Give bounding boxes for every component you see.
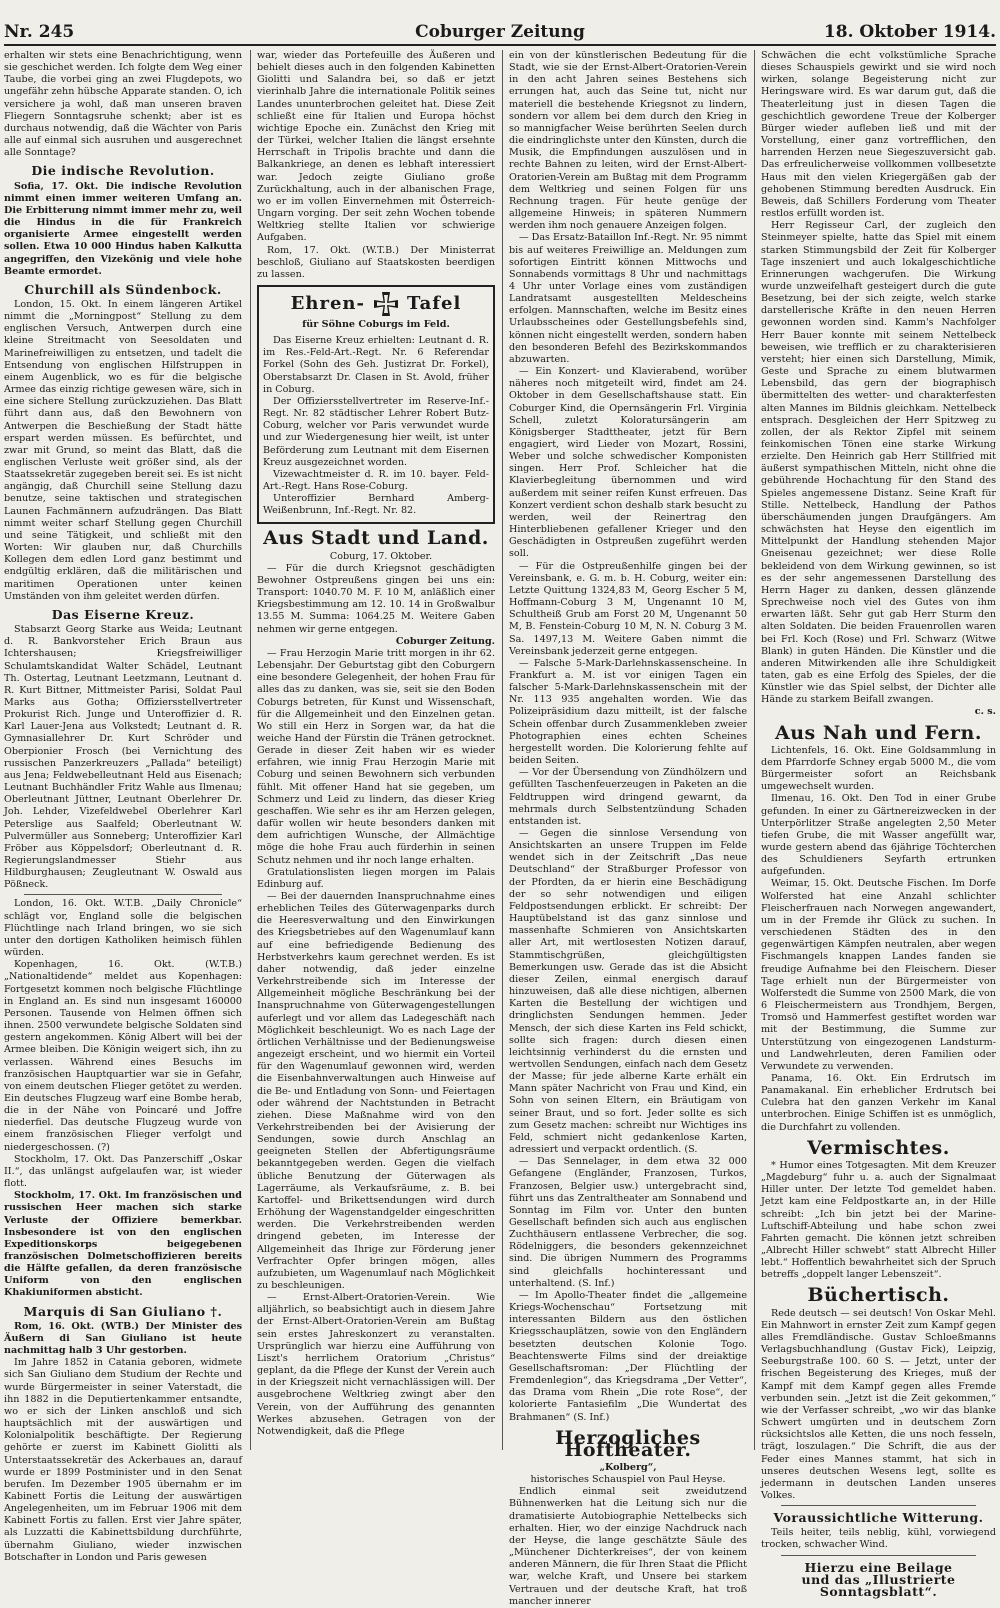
divider [781, 1505, 976, 1506]
article-text: Sofia, 17. Okt. Die indische Revolution nimmt einen immer weiteren Umfang an. Die Erbitterung nimmt immer mehr zu, weil die Hindus in die für Frankreich organisierte Armee eingestellt werden sollen. Etwa 10 000 Hindus haben Kalkutta angegriffen, den Vizekönig und viele hohe Beamte ermordet. [4, 180, 242, 277]
issue-date: 18. Oktober 1914. [823, 22, 996, 42]
column-divider [502, 50, 503, 1450]
weather-forecast: Teils heiter, teils neblig, kühl, vorwiegend trocken, schwacher Wind. [761, 1527, 996, 1551]
section-headline: Büchertisch. [807, 1284, 950, 1307]
divider [24, 894, 222, 895]
article-text: London, 15. Okt. In einem längeren Artikel nimmt die „Morningpost“ Stellung zu dem englischen Versuch, Antwerpen durch eine kleine Streitmacht von Seesoldaten und Marinefreiwilligen zu entsetzen, und tadelt die Entsendung von englischen Hilfstruppen in einem Augenblick, wo es für die belgische Armee das einzig richtige gewesen wäre, sich in eine sichere Stellung zurückzuziehen. Das Blatt führt dann aus, daß den Bewohnern von Antwerpen die Beschießung der Stadt hätte erspart werden müssen. Es befürchtet, und zwar mit Grund, so meint das Blatt, daß die englischen Verluste weit größer sind, als der Staatssekretär zugegeben bereit sei. Es ist nicht angängig, daß Churchill seine Stellung dazu benutze, seine taktischen und strategischen Launen Fachmännern aufzudrängen. Das Blatt nimmt weiter scharf Stellung gegen Churchill und seine Tätigkeit, und schließt mit den Worten: Wir glauben nur, daß Churchills Kollegen dem edlen Lord ganz bestimmt und endgültig erklären, daß die militärischen und maritimen Operationen unter keinen Umständen von ihm geleitet werden dürfen. [4, 298, 242, 602]
issue-number: Nr. 245 [4, 22, 75, 42]
article-text: — Vor der Übersendung von Zündhölzern und gefüllten Taschenfeuerzeugen in Paketen an die Feldtruppen wird dringend gewarnt, da mehrmals durch Selbstentzündung Schaden entstanden ist. [509, 767, 747, 827]
article-text: Der Offiziersstellvertreter im Reserve-Inf.-Regt. Nr. 82 städtischer Lehrer Robert Butz-Coburg, welcher vor Paris verwundet wurde und zur Wiedergenesung hier weilt, ist unter Beförderung zum Leutnant mit dem Eisernen Kreuz ausgezeichnet worden. [263, 395, 489, 468]
article-text: — Für die durch Kriegsnot geschädigten Bewohner Ostpreußens gingen bei uns ein: Transport: 1040.70 M. F. 10 M, anläßlich einer Kriegsbestimmung am 12. 10. 14 in Großwalbur 13.55 M. Summa: 1064.25 M. Weitere Gaben nehmen wir gerne entgegen. [257, 562, 495, 635]
article-text: London, 16. Okt. W.T.B. „Daily Chronicle“ schlägt vor, England solle die belgischen Flüchtlinge nach Irland bringen, wo sie sich unter den dortigen Katholiken heimisch fühlen würden. [4, 898, 242, 959]
dateline: Coburg, 17. Oktober. [329, 550, 433, 562]
divider [781, 1555, 976, 1556]
article-text: Panama, 16. Okt. Ein Erdrutsch im Panamakanal. Ein erheblicher Erdrutsch bei Culebra hat den ganzen Verkehr im Kanal unterbrochen. Einige Schiffen ist es unmöglich, die Durchfahrt zu vollenden. [761, 1072, 996, 1133]
article-text: — Das Sennelager, in dem etwa 32 000 Gefangene (Engländer, Franzosen, Turkos, Franzosen, Belgier usw.) untergebracht sind, führt uns das Zentraltheater am Sonnabend und Sonntag im Film vor. Unter den bunten Gesellschaft befinden sich auch aus englischen Zuchthäusern entlassene Verbrecher, die sog. Rödelniggers, die besonders gekennzeichnet sind. Die übrigen Nummern des Programms sind gleichfalls hochinteressant und unterhaltend. (S. Inf.) [509, 1156, 747, 1289]
article-text: — Im Apollo-Theater findet die „allgemeine Kriegs-Wochenschau“ Fortsetzung mit interessanten Bildern aus den östlichen Kriegsschauplätzen, sowie von den Engländern besetzten deutschen Kolonie Togo. Beachtenswerte Films sind der dreiaktige Gesellschaftsroman: „Der Flüchtling der Fremdenlegion“, das Kriegsdrama „Der Vetter“, das Drama vom Rhein „Die rote Rose“, der kolorierte Fantasiefilm „Die Wundertat des Brahmanen“ (S. Inf.) [509, 1289, 747, 1423]
article-text: Unteroffizier Bernhard Amberg-Weißenbrunn, Inf.-Regt. Nr. 82. [263, 493, 489, 517]
section-headline: Vermischtes. [807, 1136, 950, 1159]
column-divider [754, 50, 755, 1450]
column-1 [4, 50, 242, 1563]
column-divider [250, 50, 251, 1450]
honor-roll-title [263, 291, 489, 317]
article-text: Rede deutsch — sei deutsch! Von Oskar Mehl. Ein Mahnwort in ernster Zeit zum Kampf gegen alles Fremdländische. Gustav Schloeßmanns Verlagsbuchhandlung (Gustav Fick), Leipzig, Seeburgstraße 100. 60 S. — Jetzt, unter der frischen Begeisterung des Krieges, muß der Kampf mit dem Kampf gegen alles Fremde verbunden sein. „Jetzt ist die Zeit gekommen,“ wie der Verfasser schreibt, „wo wir das blanke Schwert umgürten und in deutschem Zorn rücksichtslos alle Ketten, die uns noch fesseln, trägt, loszulagen.“ Die Schrift, die aus der Feder eines Mannes stammt, hat sich in unseres deutschen Wesens legt, sollte es jedermann in deutschen Landen unseres Volkes. [761, 1307, 996, 1501]
article-text: Rom, 17. Okt. (W.T.B.) Der Ministerrat beschloß, Giuliano auf Staatskosten beerdigen zu lassen. [257, 244, 495, 280]
section-headline: Herzogliches Hoftheater. [555, 1426, 701, 1461]
article-text: Stabsarzt Georg Starke aus Weida; Leutnant d. R. Bankvorsteher Erich Braun aus Ichtershausen; Kriegsfreiwilliger Schulamtskandidat Walter Schädel, Leutnant Th. Ostertag, Leutnant Leetzmann, Leutnant d. R. Kurt Bittner, Mittmeister Parisi, Soldat Paul Marks aus Gotha; Offiziersstellvertreter Prokurist Rich. Junge und Unteroffizier d. R. Karl Lauer-Jena aus Volkstedt; Leutnant d. R. Gymnasiallehrer Dr. Kurt Schröder und Oberpionier Frosch (bei Vernichtung des russischen Panzerkreuzers „Pallada“ beteiligt) aus Jena; Feldwebelleutnant Held aus Eisenach; Leutnant Buchhändler Fritz Wahle aus Ilmenau; Oberleutnant Jüttner, Leutnant Oberlehrer Dr. Joh. Lehder, Vizefeldwebel Oberlehrer Karl Peterslige aus Saalfeld; Oberleutnant W. Pulvermüller aus Sonneberg; Unteroffizier Karl Fröber aus Köppelsdorf; Oberleutnant d. R. Regierungslandmesser Stiehr aus Hildburghausen; Zeugleutnant W. Oswald aus Pößneck. [4, 624, 242, 891]
article-text: Ilmenau, 16. Okt. Den Tod in einer Grube gefunden. In einer zu Gärtnereizwecken in der Unterpörlitzer Straße angelegten 2,50 Meter tiefen Grube, die mit Wasser angefüllt war, wurde gestern abend das 6jährige Töchterchen des Schuldieners Seyfarth ertrunken aufgefunden. [761, 793, 996, 878]
masthead [4, 22, 996, 44]
article-text: Lichtenfels, 16. Okt. Eine Goldsammlung in dem Pfarrdorfe Schney ergab 5000 M., die vom Bürgermeister sofort an Reichsbank umgewechselt wurden. [761, 744, 996, 793]
honor-roll-box [257, 285, 495, 525]
article-text: Weimar, 15. Okt. Deutsche Fischen. Im Dorfe Wolfersted hat eine Anzahl schlichter Fleischerfrauen nach Norwegen angewandert, um in der Fremde ihr Glück zu suchen. In verschiedenen Städten des in den gegenwärtigen Kämpfen neutralen, aber wegen Fischmangels knappen Landes fanden sie freudige Aufnahme bei den Fleischern. Dieser Tage erhielt nun der Bürgermeister von Wolferstedt die Summe von 2500 Mark, die von 6 Fleischermeistern aus Trondhjem, Bergen, Tromsö und Hammerfest gestiftet worden war mit der Bestimmung, die Summe zur Unterstützung von eingezogenen Landsturm- und Landwehrleuten, deren Familien oder Verwundete zu verwenden. [761, 878, 996, 1072]
headline: Marquis di San Giuliano †. [23, 1303, 223, 1319]
supplement-note: Hierzu eine Beilage [804, 1559, 953, 1575]
signature: c. s. [974, 706, 996, 718]
article-text: ein von der künstlerischen Bedeutung für die Stadt, wie sie der Ernst-Albert-Oratorien-Verein in den acht Jahren seines Bestehens sich errungen hat, auch das Seine tut, nicht nur materiell die bestehende Kriegsnot zu lindern, sondern vor allem bei dem durch den Krieg in so mannigfacher Weise berührten Seelen durch die eindringlichste unter den Künsten, durch die Musik, die Empfindungen auszulösen und in rechte Bahnen zu leiten, wird der Ernst-Albert-Oratorien-Verein am Bußtag mit dem Programm dem Weltkrieg und seinen Folgen für uns Rechnung tragen. Für heute genüge der allgemeine Hinweis; in späteren Nummern werden ihm noch genauere Anzeigen folgen. [509, 50, 747, 232]
play-title: „Kolberg“, [599, 1461, 657, 1473]
column-4 [761, 50, 996, 1599]
article-text: Im Jahre 1852 in Catania geboren, widmete sich San Giuliano dem Studium der Rechte und wurde Bürgermeister in seiner Vaterstadt, die ihn 1882 in die Deputiertenkammer entsandte, wo er sich der Linken anschloß und sich hauptsächlich mit der auswärtigen und Kolonialpolitik beschäftigte. Der Regierung gehörte er zuerst im Kabinett Giolitti als Unterstaatssekretär des Ackerbaues an, darauf wurde er 1899 Postminister und in den Senat berufen. Im Dezember 1905 übernahm er im Kabinett Fortis die Leitung der auswärtigen Angelegenheiten, um im Februar 1906 mit dem Kabinett Fortis zu fallen. Erst vier Jahre später, als Luzzatti die Kabinettsbildung durchführte, übernahm Giuliano, wieder inzwischen Botschafter in London und Paris gewesen [4, 1357, 242, 1563]
article-text: Stockholm, 17. Okt. Das Panzerschiff „Oskar II.“, das unlängst aufgelaufen war, ist wieder flott. [4, 1153, 242, 1190]
headline: Churchill als Sündenbock. [24, 281, 222, 297]
honor-roll-title-right: Tafel [406, 292, 462, 314]
column-3 [509, 50, 748, 1607]
column-2 [257, 50, 495, 1450]
article-text: — Ein Konzert- und Klavierabend, worüber näheres noch mitgeteilt wird, findet am 24. Oktober in dem Gesellschaftshause statt. Ein Coburger Kind, die Opernsängerin Frl. Virginia Schell, zuletzt Koloratursängerin am Königsberger Stadttheater, jetzt für Bern engagiert, wird Lieder von Mozart, Rossini, Weber und solche schwedischer Komponisten singen. Herr Prof. Schleicher hat die Klavierbegleitung übernommen und wird außerdem mit seiner reifen Kunst erfreuen. Das Konzert verdient schon deshalb stark besucht zu werden, weil der Reinertrag den Hinterbliebenen gefallener Krieger und den Geschädigten in Ostpreußen zugeführt werden soll. [509, 366, 747, 560]
article-text: Vizewachtmeister d. R. im 10. bayer. Feld-Art.-Regt. Hans Rose-Coburg. [263, 468, 489, 492]
headline: Das Eiserne Kreuz. [51, 606, 195, 622]
play-subtitle: historisches Schauspiel von Paul Heyse. [530, 1474, 726, 1486]
article-text: erhalten wir stets eine Benachrichtigung, wenn sie geschichet werden. Ich folgte dem Weg einer Taube, die vorbei ging an zwei Flugdepots, wo ungefähr zehn hübsche Apparate standen. O, ich versichere ja wohl, daß man unseren braven Fliegern Sonntagsruhe schenkt; aber ist es durchaus notwendig, daß die Wächter von Paris alle auf einmal sich ausruhen und ausgerechnet alle Sonntage? [4, 50, 242, 159]
honor-roll-subtitle: für Söhne Coburgs im Feld. [302, 318, 450, 330]
article-text: war, wieder das Portefeuille des Äußeren und behielt dieses auch in den folgenden Kabinetten Giolitti und Salandra bei, so daß er jetzt vierinhalb Jahre die internationale Politik seines Landes ununterbrochen geleitet hat. Diese Zeit schließt eine für Italien und Europa höchst wichtige Epoche ein. Zunächst den Krieg mit der Türkei, welcher Italien die längst ersehnte Herrschaft in Tripolis brachte und dann die Balkankriege, an denen es lebhaft interessiert war. Jedoch zeigte Giuliano große Zurückhaltung, auch in der albanischen Frage, wo er im vollen Einvernehmen mit Österreich-Ungarn vorging. Der seit zehn Wochen tobende Weltkrieg stellte Italien vor schwierige Aufgaben. [257, 50, 495, 244]
header-rule [4, 44, 996, 46]
supplement-note: und das „Illustrierte Sonntagsblatt“. [801, 1571, 956, 1599]
headline: Die indische Revolution. [31, 163, 215, 179]
article-text: — Falsche 5-Mark-Darlehnskassenscheine. In Frankfurt a. M. ist vor einigen Tagen ein falscher 5-Mark-Darlehnskassenschein mit der Nr. 113 935 angehalten worden. Wie das Polizeipräsidium dazu mitteilt, ist der falsche Schein offenbar durch Zusammenkleben zweier Photographien eines echten Scheines hergestellt worden. Die Kolorierung fehlte auf beiden Seiten. [509, 657, 747, 767]
article-text: Rom, 16. Okt. (WTB.) Der Minister des Äußern di San Giuliano ist heute nachmittag halb 3 Uhr gestorben. [4, 1320, 242, 1357]
signature: Coburger Zeitung. [395, 635, 495, 647]
article-text: — Frau Herzogin Marie tritt morgen in ihr 62. Lebensjahr. Der Geburtstag gibt den Coburgern eine besondere Gelegenheit, der hohen Frau für alles das zu danken, was sie, seit sie den Boden Coburgs betreten, für Kunst und Wissenschaft, für die Allgemeinheit und den Einzelnen getan. Wo still ein Herz in Sorgen war, da hat die weiche Hand der Fürstin die Tränen getrocknet. Gerade in dieser Zeit haben wir es wieder erfahren, wie innig Frau Herzogin Marie mit Coburg und seinen Bewohnern sich verbunden fühlt. Mit offener Hand hat sie gegeben, um Schmerz und Leid zu lindern, das dieser Krieg geschaffen. Wie sehr es ihr am Herzen gelegen, dafür wollen wir heute besonders danken mit dem aufrichtigen Wunsche, der Allmächtige möge die hohe Frau auch fürderhin in seinen Schutz nehmen und ihr noch lange erhalten. [257, 647, 495, 866]
honor-roll-title-left: Ehren- [290, 292, 365, 314]
article-text: Stockholm, 17. Okt. Im französischen und russischen Heer machen sich starke Verluste der Offiziere bemerkbar. Insbesondere ist von den englischen Expeditionskorps beigegebenen französischen Dolmetschoffizieren bereits die Hälfte gefallen, da deren französische Uniform von den englischen Khakiuniformen absticht. [4, 1190, 242, 1299]
article-text: — Für die Ostpreußenhilfe gingen bei der Vereinsbank, e. G. m. b. H. Coburg, weiter ein: Letzte Quittung 1324,83 M, Georg Escher 5 M, Hoffmann-Coburg 3 M, Ungenannt 10 M, Schultheiß Grub am Forst 20 M, Ungenannt 50 M, B. Fenstein-Coburg 10 M, N. N. Coburg 3 M. Sa. 1497,13 M. Weitere Gaben nimmt die Vereinsbank jederzeit gerne entgegen. [509, 560, 747, 657]
article-text: Das Eiserne Kreuz erhielten: Leutnant d. R. im Res.-Feld-Art.-Regt. Nr. 6 Referendar Forkel (Sohn des Geh. Justizrat Dr. Forkel), Oberstabsarzt Dr. Clasen in St. Avold, früher in Coburg. [263, 335, 489, 395]
article-text: Schwächen die echt volkstümliche Sprache dieses Schauspiels gewirkt und sie wird noch wirken, solange Begeisterung nicht zur Heringsware wird. Es war darum gut, daß die Theaterleitung just in diesen Tagen die geschichtlich gewordene Treue der Kolberger Bürger wieder aufleben ließ und mit der Vorstellung, einer ganz vortrefflichen, den harrenden Herzen neue Siegeszuversicht gab. Das erfreulicherweise vollkommen vollbesetzte Haus mit den vielen Kriegergäßen gab der gehobenen Stimmung beredten Ausdruck. Ein Beweis, daß Schillers Forderung vom Theater restlos erfüllt worden ist. [761, 50, 996, 220]
article-text: Endlich einmal seit zweidutzend Bühnenwerken hat die Leitung sich nur die dramatisierte Autobiographie Nettelbecks sich erhalten. Hier, wo der einzige Nachdruck nach der Heyse, die lange geschätzte Säule des „Münchener Dichterkreises“, der von keinem anderen Männern, die für Ihren Staat die Pflicht war, welche Kraft, und Unsere bei starkem Vertrauen und der deutsche Kraft, hat troß mancher innerer [509, 1486, 747, 1607]
article-text: * Humor eines Totgesagten. Mit dem Kreuzer „Magdeburg“ fuhr u. a. auch der Signalmaat Hiller unter. Der letzte Tod gemeldet haben. Jetzt kam eine Feldpostkarte an, in der Hille schreibt: „Ich bin jetzt bei der Marine-Luftschiff-Abteilung und habe schon zwei Fahrten gemacht. Die können jetzt schreiben „Albrecht Hiller schwebt“ statt Albrecht Hiller lebt.“ Hoffentlich bewahrheitet sich der Spruch betreffs „doppelt langer Lebenszeit“. [761, 1159, 996, 1281]
iron-cross-icon [373, 291, 399, 317]
article-text: — Das Ersatz-Bataillon Inf.-Regt. Nr. 95 nimmt bis auf weiteres Freiwillige an. Meldungen zum sofortigen Eintritt können Mittwochs und Sonnabends vormittags 8 Uhr und nachmittags 4 Uhr unter Vorlage eines vom zuständigen Landratsamt ausgestellten Meldescheins erfolgen. Mannschaften, welche im Besitz eines Urlaubsscheines oder Gestellungsbefehls sind, können nicht eingestellt werden, sondern haben den besonderen Befehl des Bezirkskommandos abzuwarten. [509, 232, 748, 365]
article-text: — Bei der dauernden Inanspruchnahme eines erheblichen Teiles des Güterwagenparks durch die Heeresverwaltung und den Einwirkungen des Kriegsbetriebes auf den Wagenumlauf kann auf eine befriedigende Bedienung des Herbstverkehrs kaum gerechnet werden. Es ist daher notwendig, daß jeder einzelne Verkehrstreibende sich im Interesse der Allgemeinheit mögliche Beschränkung bei der Inanspruchnahme von Güterwagengestellungen auferlegt und vor allem das Ladegeschäft nach Möglichkeit beschleunigt. Wo es nach Lage der örtlichen Verhältnisse und der Bedienungsweise angezeigt erscheint, und wo hiermit ein Vorteil für den Wagenumlauf gewonnen wird, werden die Eisenbahnverwaltungen auch Hinweise auf die Be- und Entladung von Sonn- und Feiertagen oder während der Nachtstunden in Betracht ziehen. Diese Maßnahme wird von den Verkehrstreibenden bei der Avisierung der Sendungen, sowie durch Anschlag an geeigneten Stellen der Abfertigungsräume bekanntgegeben werden. Gegen die vielfach übliche Benutzung der Güterwagen als Lagerräume, als Verkaufsräume, z. B. bei Kartoffel- und Brikettsendungen wird durch Erhöhung der Wagenstandgelder eingeschritten werden. Die Verkehrstreibenden werden dringend gebeten, im Interesse der Allgemeinheit das Ihrige zur Förderung jener Verfrachter Opfer bringen mögen, alles aufzubieten, um Wagenumlauf nach Möglichkeit zu beschleunigen. [257, 891, 495, 1291]
section-headline: Aus Stadt und Land. [263, 527, 489, 550]
article-text: Gratulationslisten liegen morgen im Palais Edinburg auf. [257, 866, 495, 890]
article-text: Kopenhagen, 16. Okt. (W.T.B.) „Nationaltidende“ meldet aus Kopenhagen: Fortgesetzt kommen noch belgische Flüchtlinge in England an. Es sind nun insgesamt 160000 Personen. Tausende von Helmen öffnen sich ihnen. 2500 verwundete belgische Soldaten sind gestern angekommen. König Albert will bei der Armee bleiben. Die Königin weigert sich, ihn zu verlassen. Während eines Besuchs im französischen Hauptquartier war sie in Gefahr, von einem deutschen Flieger getötet zu werden. Ein deutsches Flugzeug warf eine Bombe herab, die in der Nähe von Poincaré und Joffre niederfiel. Das deutsche Flugzeug wurde von einem französischen Flieger verfolgt und niedergeschossen. (?) [4, 959, 242, 1153]
section-headline: Aus Nah und Fern. [775, 721, 982, 744]
article-text: — Ernst-Albert-Oratorien-Verein. Wie alljährlich, so beabsichtigt auch in diesem Jahre der Ernst-Albert-Oratorien-Verein am Bußtag sein erstes Jahreskonzert zu veranstalten. Ursprünglich war hierzu eine Aufführung von Liszt's herrlichem Oratorium „Christus“ geplant, da die Pflege der Kunst der Verein auch in der Kriegszeit nicht vernachlässigen will. Der ausgebrochene Weltkrieg zwingt aber den Verein, von der Aufführung des genannten Werkes abzusehen. Getragen von der Notwendigkeit, daß die Pflege [257, 1292, 495, 1437]
article-text: Herr Regisseur Carl, der zugleich den Steinmeyer spielte, hatte das Spiel mit einem starken Stimmungsbild der Zeit für Kolberger Tage inszeniert und auch lokalgeschichtliche Erinnerungen wachgerufen. Die Wirkung wurde unzweifelhaft gesteigert durch die gute Besetzung, bei der sich zeigte, welch starke darstellerische Kräfte in den neuen Herren gewonnen worden sind. Kamm's Nachfolger Herr Bauer konnte mit seinem Nettelbeck beweisen, wie trefflich er zu charakterisieren versteht; hier einen sich Darstellung, Mimik, Geste und Sprache zu einem blutwarmen Lebensbild, das gern der biographisch übermittelten des wetter- und charakterfesten alten Mannes im Bildnis gleichkam. Nettelbeck entsprach. Desgleichen der Herr Spitzweg zu zollen, der als Rektor Zipfel mit seinem feinkomischen Tönen eine starke Wirkung erzielte. Den Heinrich gab Herr Stillfried mit äußerst sympathischen Mitteln, nicht ohne die gebührende Hochachtung für den Stand des Spieles angemessene Distanz. Seine Kraft für Stille. Nettelbeck, Handlung der Pathos überschäumenden jungen Draufgängers. Am schwächsten hat Heyse den eigentlich im Mittelpunkt der Handlung stehenden Major Gneisenau gezeichnet; wer diese Rolle bekleidend von dem Wirkung gewinnen, so ist es der sehr angemessenen Darstellung des Herrn Hager zu danken, dessen glänzende Sprechweise noch viel des Gutes von ihm erwarten läßt. Sehr gut gab Herr Sturm den alten Soldaten. Die beiden Frauenrollen waren bei Frl. Koch (Rose) und Frl. Schwarz (Witwe Blank) in guten Händen. Die Künstler und die anderen Mitwirkenden alle ihre Schuldigkeit taten, gab es eine Erfolg des Spieles, der die Künstler wie das Spiel selbst, der Dichter alle Hände zu starkem Beifall zwangen. [761, 220, 996, 706]
article-text: — Gegen die sinnlose Versendung von Ansichtskarten an unsere Truppen im Felde wendet sich in der Zeitschrift „Das neue Deutschland“ der Straßburger Professor von der Pfordten, da er hierin eine Beschädigung der so sehr notwendigen und eiligen Feldpostsendungen erblickt. Er schreibt: Der Hauptübelstand ist das ganz sinnlose und massenhafte Schmieren von Ansichtskarten aller Art, mit wertlosesten Notizen darauf, Stammtischgrüßen, gleichgültigsten Bemerkungen usw. Gerade das ist die Absicht dieser Zeilen, einmal energisch darauf hinzuweisen, daß alle diese nichtigen, albernen Karten die Bestellung der wichtigen und dringlichsten Sendungen hemmen. Jeder Mensch, der sich diese Karten ins Feld schickt, sollte sich fragen: durch diesen einen leichtsinnig verhinderst du die ernsten und wertvollen Sendungen, einfach nach dem Gesetz der Masse; für jede alberne Karte erhält ein Mann später Nachricht von Frau und Kind, ein Sohn von seinen Eltern, ein Bräutigam von seiner Braut, und so fort. Jeder sollte es sich zum Gesetz machen: schreibt nur Wichtiges ins Feld, schmiert nicht gedankenlose Karten, adressiert und verpackt ordentlich. (S. [509, 828, 747, 1156]
weather-headline: Voraussichtliche Witterung. [773, 1510, 984, 1526]
newspaper-title: Coburger Zeitung [415, 22, 585, 42]
